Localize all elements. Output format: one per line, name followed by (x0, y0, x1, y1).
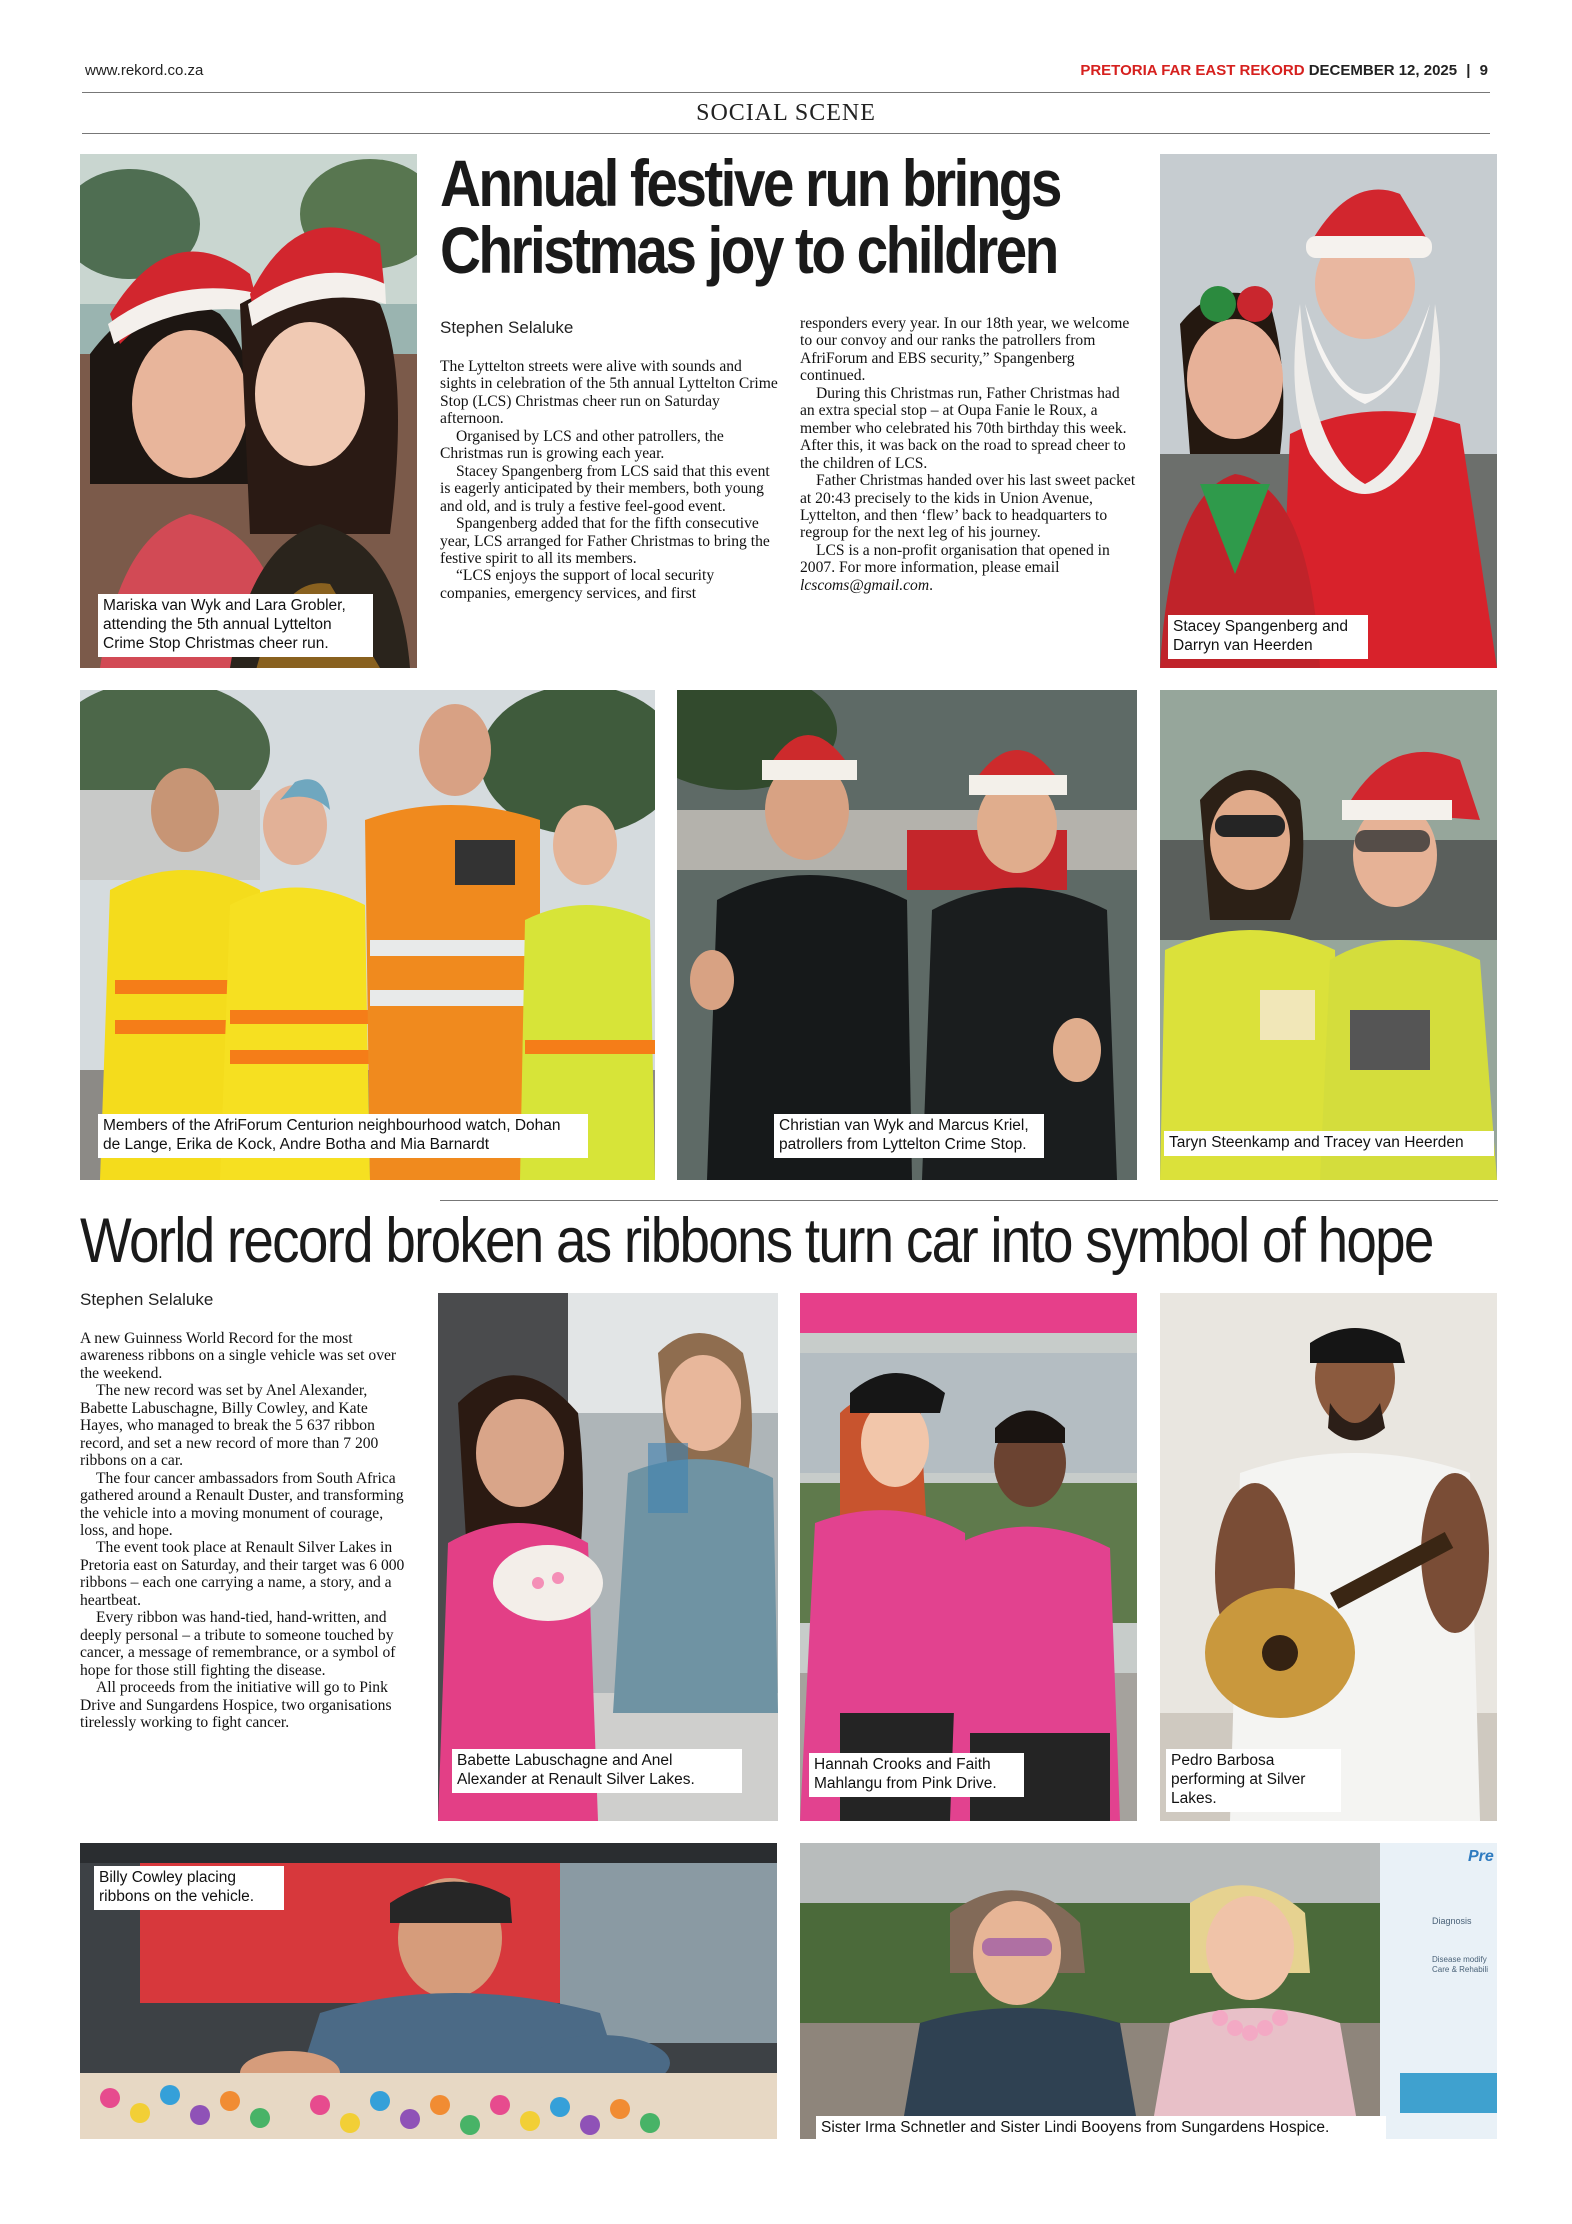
photo-sisters-sungardens (800, 1843, 1497, 2139)
page-number: 9 (1479, 62, 1488, 79)
contact-email: lcscoms@gmail.com (800, 576, 930, 594)
photo-afriforum-group (80, 690, 655, 1180)
caption-photo8: Pedro Barbosa performing at Silver Lakes. (1166, 1749, 1341, 1812)
photo-art (438, 1293, 778, 1821)
photo-art (80, 154, 417, 668)
website-url: www.rekord.co.za (85, 62, 204, 79)
article2-para: The new record was set by Anel Alexander, Babette Labuschagne, Billy Cowley, and Kate Hayes, who managed to break the 5 637 ribbon record, and set a new record of more than 7 200 ribbons on a car. (80, 1382, 379, 1470)
photo-hannah-faith (800, 1293, 1137, 1821)
article2-para: The event took place at Renault Silver Lakes in Pretoria east on Saturday, and their target was 6 000 ribbons – each one carrying a name, a story, and a heartbeat. (80, 1539, 405, 1609)
article1-para: Stacey Spangenberg from LCS said that this event is eagerly anticipated by their members, both young and old, and is truly a festive feel-good event. (440, 462, 770, 515)
page-masthead (1080, 62, 1488, 79)
section-rule (82, 133, 1490, 134)
photo-art (800, 1843, 1497, 2139)
sign-care-text: Disease modify Care & Rehabili (1432, 1955, 1489, 1974)
photo-art (80, 690, 655, 1180)
article1-headline-line2: Christmas joy to children (440, 213, 1057, 288)
photo-art (677, 690, 1137, 1180)
header-rule (82, 92, 1490, 93)
publication-name: PRETORIA FAR EAST REKORD (1080, 62, 1305, 79)
article1-para: Spangenberg added that for the fifth consecutive year, LCS arranged for Father Christmas to bring the festive spirit to all its members. (440, 515, 770, 567)
article1-para: Organised by LCS and other patrollers, the Christmas run is growing each year. (440, 427, 724, 463)
article2-byline: Stephen Selaluke (80, 1290, 214, 1309)
article1-para-contact (800, 542, 1138, 594)
photo-pedro-barbosa (1160, 1293, 1497, 1821)
photo-christian-marcus (677, 690, 1137, 1180)
article2-para: Every ribbon was hand-tied, hand-written, and deeply personal – a tribute to someone touched by cancer, a message of remembrance, or a symbol of hope for those still fighting the disease. (80, 1609, 396, 1679)
photo-art (1160, 690, 1497, 1180)
article2-column1 (80, 1330, 412, 1731)
article2-para: A new Guinness World Record for the most awareness ribbons on a single vehicle was set over the weekend. (80, 1330, 397, 1382)
article-divider (440, 1200, 1498, 1201)
article1-para: responders every year. In our 18th year, we welcome to our convoy and our ranks the patrollers from AfriForum and EBS security,” Spangenberg continued. (800, 315, 1130, 385)
article1-column1 (440, 358, 780, 602)
article1-headline (440, 146, 1060, 288)
photo-art (800, 1293, 1137, 1821)
caption-photo7: Hannah Crooks and Faith Mahlangu from Pink Drive. (809, 1753, 1024, 1797)
photo-art (1160, 154, 1497, 668)
article2-para: All proceeds from the initiative will go to Pink Drive and Sungardens Hospice, two organisations tirelessly working to fight cancer. (80, 1679, 392, 1731)
caption-photo5: Taryn Steenkamp and Tracey van Heerden (1164, 1131, 1494, 1156)
sign-banner-text: Pre (1468, 1848, 1494, 1865)
contact-text: LCS is a non-profit organisation that opened in 2007. For more information, please email (800, 541, 1110, 577)
caption-photo6: Babette Labuschagne and Anel Alexander at Renault Silver Lakes. (452, 1749, 742, 1793)
article1-para: “LCS enjoys the support of local security companies, emergency services, and first (440, 567, 715, 602)
caption-photo2: Stacey Spangenberg and Darryn van Heerden (1168, 615, 1368, 659)
article1-column2 (800, 315, 1138, 594)
photo-taryn-tracey (1160, 690, 1497, 1180)
caption-photo1: Mariska van Wyk and Lara Grobler, attending the 5th annual Lyttelton Crime Stop Christmas cheer run. (98, 594, 373, 657)
article1-para: Father Christmas handed over his last sweet packet at 20:43 precisely to the kids in Union Avenue, Lyttelton, and then ‘flew’ back to headquarters to regroup for the next leg of his journey. (800, 472, 1136, 542)
sign-diagnosis-text: Diagnosis (1432, 1916, 1472, 1926)
article1-headline-line1: Annual festive run brings (440, 146, 1060, 220)
article2-para: The four cancer ambassadors from South Africa gathered around a Renault Duster, and transforming the vehicle into a moving monument of courage, loss, and hope. (80, 1469, 404, 1539)
photo-babette-anel (438, 1293, 778, 1821)
article1-byline: Stephen Selaluke (440, 318, 574, 337)
section-label: SOCIAL SCENE (696, 100, 876, 126)
caption-photo3: Members of the AfriForum Centurion neighbourhood watch, Dohan de Lange, Erika de Kock, Andre Botha and Mia Barnardt (98, 1114, 588, 1158)
caption-photo10: Sister Irma Schnetler and Sister Lindi Booyens from Sungardens Hospice. (816, 2116, 1386, 2141)
issue-date: DECEMBER 12, 2025 (1308, 62, 1458, 79)
photo-art (1160, 1293, 1497, 1821)
caption-photo9: Billy Cowley placing ribbons on the vehicle. (94, 1866, 284, 1910)
caption-photo4: Christian van Wyk and Marcus Kriel, patrollers from Lyttelton Crime Stop. (774, 1114, 1044, 1158)
article1-para: The Lyttelton streets were alive with sounds and sights in celebration of the 5th annual Lyttelton Crime Stop (LCS) Christmas cheer run on Saturday afternoon. (440, 358, 778, 428)
contact-email-suffix: . (929, 576, 934, 594)
masthead-separator: | (1466, 62, 1471, 79)
photo-mariska-lara (80, 154, 417, 668)
photo-stacey-darryn (1160, 154, 1497, 668)
article1-para: During this Christmas run, Father Christmas had an extra special stop – at Oupa Fanie le Roux, a member who celebrated his 70th birthday this week. After this, it was back on the road to spread cheer to the children of LCS. (800, 384, 1127, 472)
article2-headline: World record broken as ribbons turn car into symbol of hope (80, 1206, 1433, 1276)
